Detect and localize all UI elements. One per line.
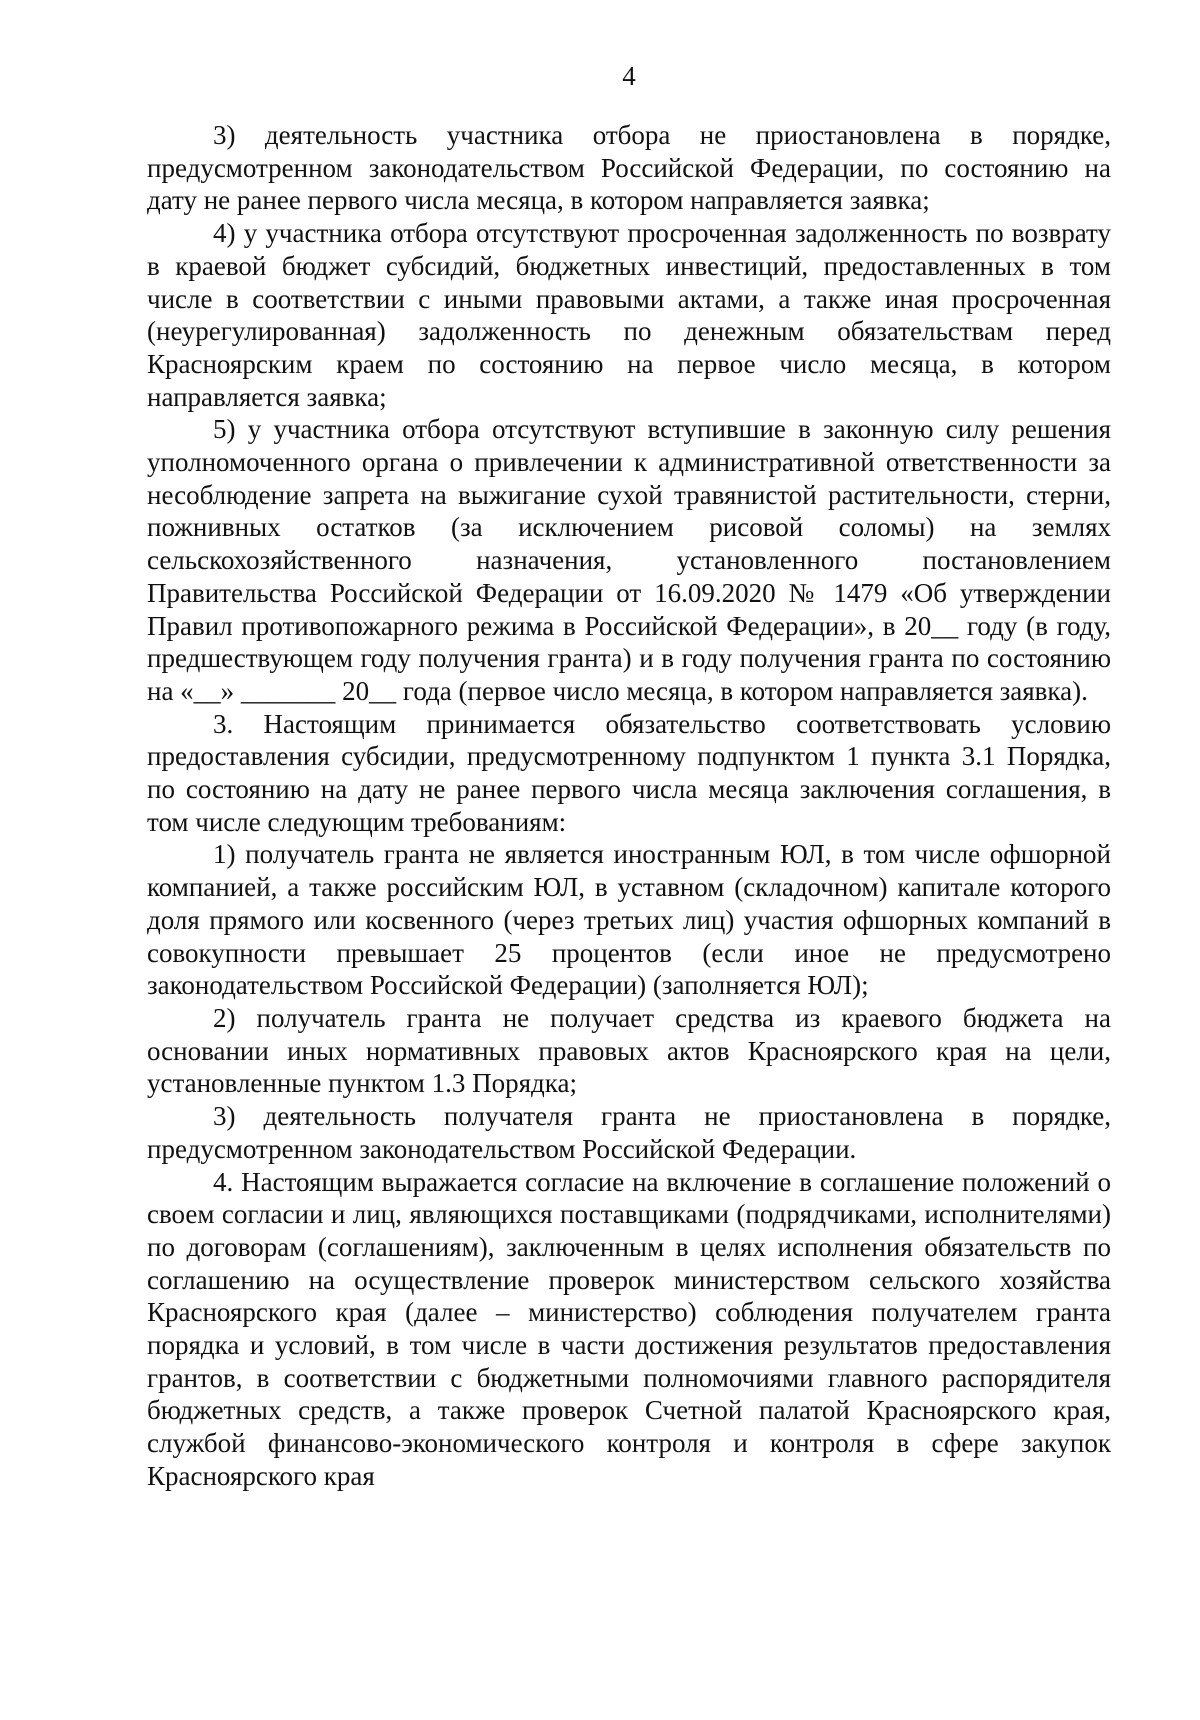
paragraph-section-4-consent: 4. Настоящим выражается согласие на включение в соглашение положений о своем согласии и лиц, являющихся поставщиками (подрядчиками, исполнителями) по договорам (соглашениям), заключенным в целях исполнения обязательств по соглашению на осуществление проверок министерством сельского хозяйства Красноярского края (далее – министерство) соблюдения получателем гранта порядка и условий, в том числе в части достижения результатов предоставления грантов, в соответствии с бюджетными полномочиями главного распорядителя бюджетных средств, а также проверок Счетной палатой Красноярского края, службой финансово-экономического контроля и контроля в сфере закупок Красноярского края	[147, 1166, 1111, 1491]
page-number: 4	[622, 61, 636, 91]
paragraph-not-foreign-entity: 1) получатель гранта не является иностранным ЮЛ, в том числе офшорной компанией, а также российским ЮЛ, в уставном (складочном) капитале которого доля прямого или косвенного (через третьих лиц) участия офшорных компаний в совокупности превышает 25 процентов (если иное не предусмотрено законодательством Российской Федерации) (заполняется ЮЛ);	[147, 839, 1111, 1001]
paragraph-participant-activity-not-suspended: 3) деятельность участника отбора не приостановлена в порядке, предусмотренном законодательством Российской Федерации, по состоянию на дату не ранее первого числа месяца, в котором направляется заявка;	[147, 120, 1111, 216]
document-body	[147, 119, 1111, 1493]
paragraph-no-other-budget-funds: 2) получатель гранта не получает средства из краевого бюджета на основании иных нормативных правовых актов Красноярского края на цели, установленные пунктом 1.3 Порядка;	[147, 1002, 1111, 1099]
paragraph-recipient-activity-not-suspended: 3) деятельность получателя гранта не приостановлена в порядке, предусмотренном законодательством Российской Федерации.	[147, 1101, 1111, 1164]
paragraph-no-overdue-debt: 4) у участника отбора отсутствуют просроченная задолженность по возврату в краевой бюджет субсидий, бюджетных инвестиций, предоставленных в том числе в соответствии с иными правовыми актами, а также иная просроченная (неурегулированная) задолженность по денежным обязательствам перед Красноярским краем по состоянию на первое число месяца, в котором направляется заявка;	[147, 218, 1111, 412]
paragraph-section-3-obligation: 3. Настоящим принимается обязательство соответствовать условию предоставления субсидии, предусмотренному подпунктом 1 пункта 3.1 Порядка, по состоянию на дату не ранее первого числа месяца заключения соглашения, в том числе следующим требованиям:	[147, 708, 1111, 837]
paragraph-no-administrative-liability: 5) у участника отбора отсутствуют вступившие в законную силу решения уполномоченного органа о привлечении к административной ответственности за несоблюдение запрета на выжигание сухой травянистой растительности, стерни, пожнивных остатков (за исключением рисовой соломы) на землях сельскохозяйственного назначения, установленного постановлением Правительства Российской Федерации от 16.09.2020 № 1479 «Об утверждении Правил противопожарного режима в Российской Федерации», в 20__ году (в году, предшествующем году получения гранта) и в году получения гранта по состоянию на «__» _______ 20__ года (первое число месяца, в котором направляется заявка).	[147, 414, 1111, 706]
